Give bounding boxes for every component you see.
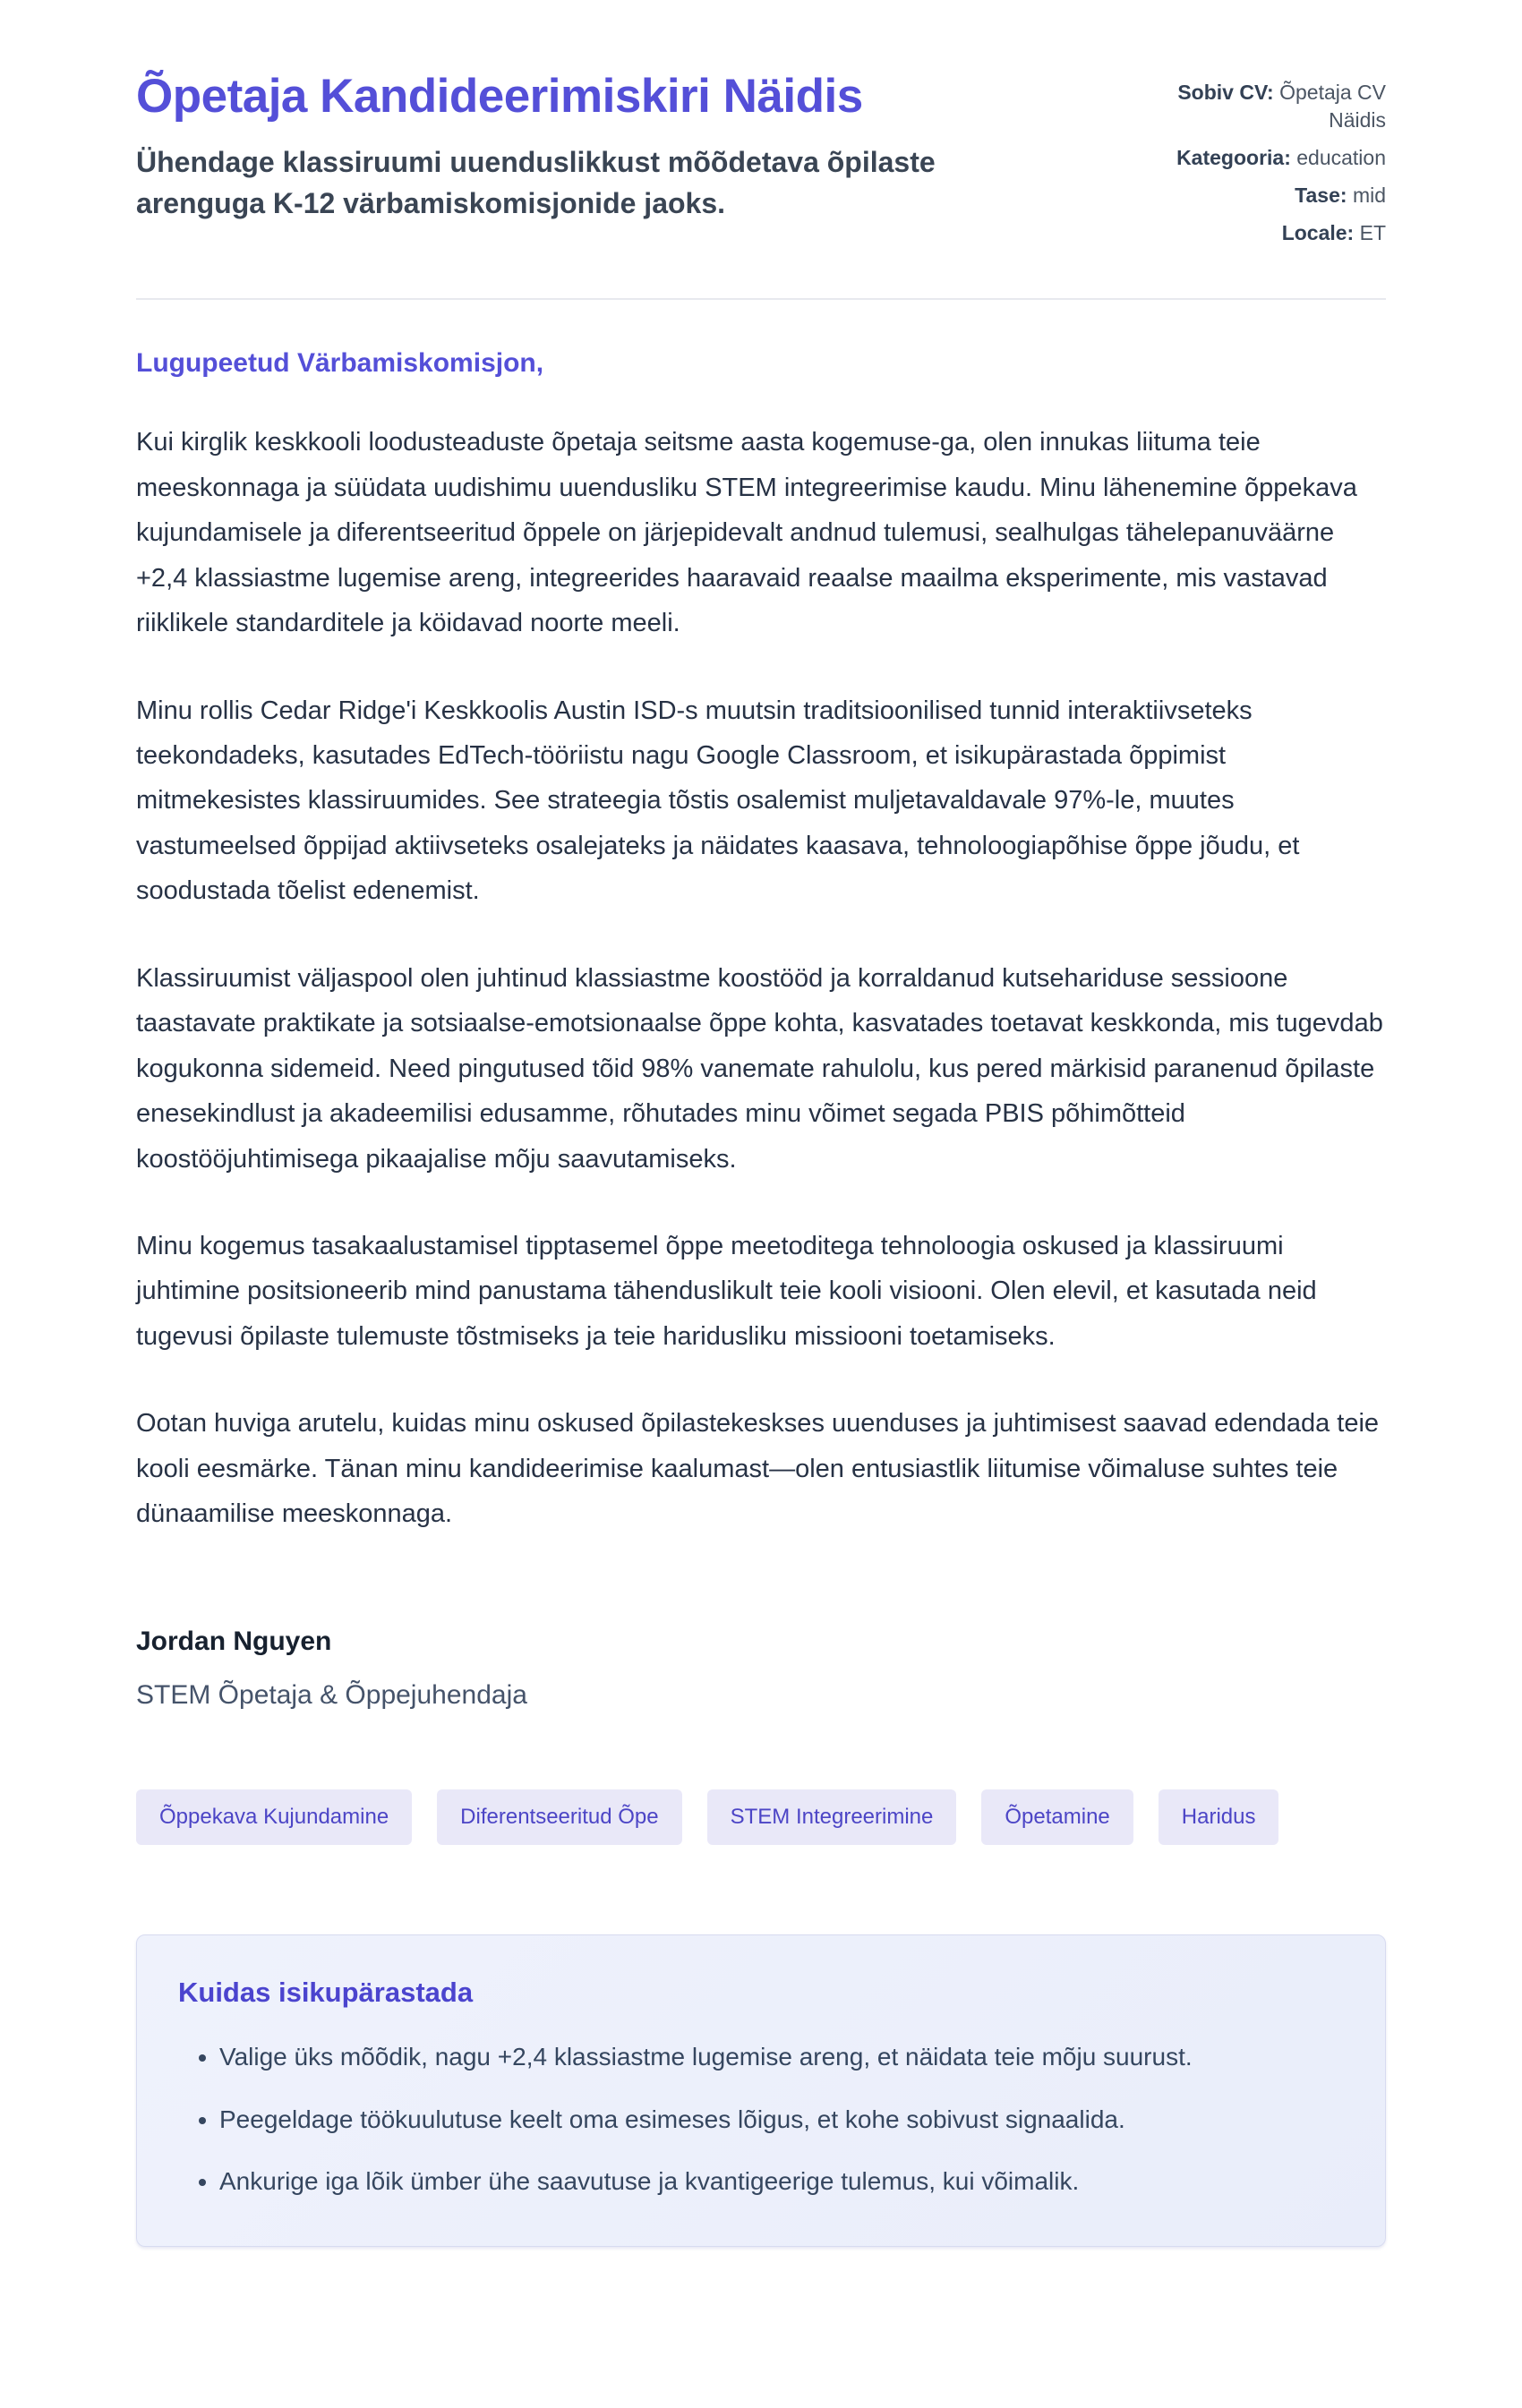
meta-label: Sobiv CV: bbox=[1177, 81, 1274, 104]
meta-item-matching-cv bbox=[1162, 79, 1386, 134]
meta-item-category bbox=[1162, 144, 1386, 172]
letter-paragraph: Ootan huviga arutelu, kuidas minu oskused õpilastekeskses uuenduses ja juhtimisest saavad edendada teie kooli eesmärke. Tänan minu kandideerimise kaalumast—olen entusiastlik liitumise võimaluse suhtes teie dünaamilise meeskonnaga. bbox=[136, 1409, 1380, 1529]
tip-item: • Ankurige iga lõik ümber ühe saavutuse ja kvantigeerige tulemus, kui võimalik. bbox=[219, 2164, 1344, 2199]
meta-label: Locale: bbox=[1281, 221, 1355, 245]
page-container bbox=[136, 0, 1386, 2247]
signature-name: Jordan Nguyen bbox=[136, 1626, 332, 1656]
meta-value: mid bbox=[1352, 184, 1386, 208]
cover-letter-body bbox=[136, 348, 1386, 1711]
tips-title: Kuidas isikupärastada bbox=[178, 1976, 474, 2008]
signature-block bbox=[136, 1627, 1386, 1711]
header-divider bbox=[136, 298, 1386, 300]
meta-item-locale bbox=[1162, 219, 1386, 247]
signature-role: STEM Õpetaja & Õppejuhendaja bbox=[136, 1679, 527, 1710]
tips-list bbox=[178, 2039, 1344, 2199]
page-header bbox=[136, 70, 1386, 257]
letter-greeting: Lugupeetud Värbamiskomisjon, bbox=[136, 348, 544, 379]
tag-stem-integration[interactable]: STEM Integreerimine bbox=[707, 1789, 957, 1845]
header-title-block bbox=[136, 70, 1067, 224]
letter-paragraph: Kui kirglik keskkooli loodusteaduste õpetaja seitsme aasta kogemuse-ga, olen innukas liituma teie meeskonnaga ja süüdata uudishimu uuendusliku STEM integreerimise kaudu. Minu lähenemine õppekava kujundamisele ja diferentseeritud õppele on järjepidevalt andnud tulemusi, sealhulgas tähelepanuväärne +2,4 klassiastme lugemise areng, integreerides haaravaid reaalse maailma eksperimente, mis vastavad riiklikele standarditele ja köidavad noorte meeli. bbox=[136, 428, 1357, 638]
letter-paragraph: Minu rollis Cedar Ridge'i Keskkoolis Austin ISD-s muutsin traditsioonilised tunnid interaktiivseteks teekondadeks, kasutades EdTech-tööriistu nagu Google Classroom, et isikupärastada õppimist mitmekesistes klassiruumides. See strateegia tõstis osalemist muljetavaldavale 97%-le, muutes vastumeelsed õppijad aktiivseteks osalejateks ja näidates kaasava, tehnoloogiapõhise õppe jõudu, et soodustada tõelist edenemist. bbox=[136, 696, 1300, 906]
tag-curriculum-design[interactable]: Õppekava Kujundamine bbox=[136, 1789, 412, 1845]
meta-value: Õpetaja CV Näidis bbox=[1279, 81, 1386, 132]
meta-value: ET bbox=[1359, 221, 1386, 245]
meta-label: Kategooria: bbox=[1176, 146, 1291, 170]
meta-label: Tase: bbox=[1295, 184, 1347, 208]
meta-panel bbox=[1162, 70, 1386, 257]
tip-item: • Peegeldage töökuulutuse keelt oma esimeses lõigus, et kohe sobivust signaalida. bbox=[219, 2102, 1344, 2138]
tip-item: • Valige üks mõõdik, nagu +2,4 klassiastme lugemise areng, et näidata teie mõju suurust. bbox=[219, 2039, 1344, 2075]
letter-paragraph: Klassiruumist väljaspool olen juhtinud klassiastme koostööd ja korraldanud kutsehariduse sessioone taastavate praktikate ja sotsiaalse-emotsionaalse õppe kohta, kasvatades toetavat keskkonda, mis tugevdab kogukonna sidemeid. Need pingutused tõid 98% vanemate rahulolu, kus pered märkisid paranenud õpilaste enesekindlust ja akadeemilisi edusamme, rõhutades minu võimet segada PBIS põhimõtteid koostööjuhtimisega pikaajalise mõju saavutamiseks. bbox=[136, 963, 1383, 1174]
tag-teaching[interactable]: Õpetamine bbox=[981, 1789, 1133, 1845]
page-subtitle: Ühendage klassiruumi uuenduslikkust mõõdetava õpilaste arenguga K-12 värbamiskomisjonide jaoks. bbox=[136, 146, 936, 219]
tag-list bbox=[136, 1789, 1386, 1845]
meta-item-level bbox=[1162, 182, 1386, 209]
meta-value: education bbox=[1296, 146, 1386, 170]
page-title: Õpetaja Kandideerimiskiri Näidis bbox=[136, 70, 863, 123]
letter-paragraph: Minu kogemus tasakaalustamisel tipptasemel õppe meetoditega tehnoloogia oskused ja klassiruumi juhtimine positsioneerib mind panustama tähenduslikult teie kooli visiooni. Olen elevil, et kasutada neid tugevusi õpilaste tulemuste tõstmiseks ja teie haridusliku missiooni toetamiseks. bbox=[136, 1232, 1317, 1351]
tag-education[interactable]: Haridus bbox=[1159, 1789, 1279, 1845]
personalization-tips-box bbox=[136, 1934, 1386, 2247]
tag-differentiated-learning[interactable]: Diferentseeritud Õpe bbox=[437, 1789, 681, 1845]
